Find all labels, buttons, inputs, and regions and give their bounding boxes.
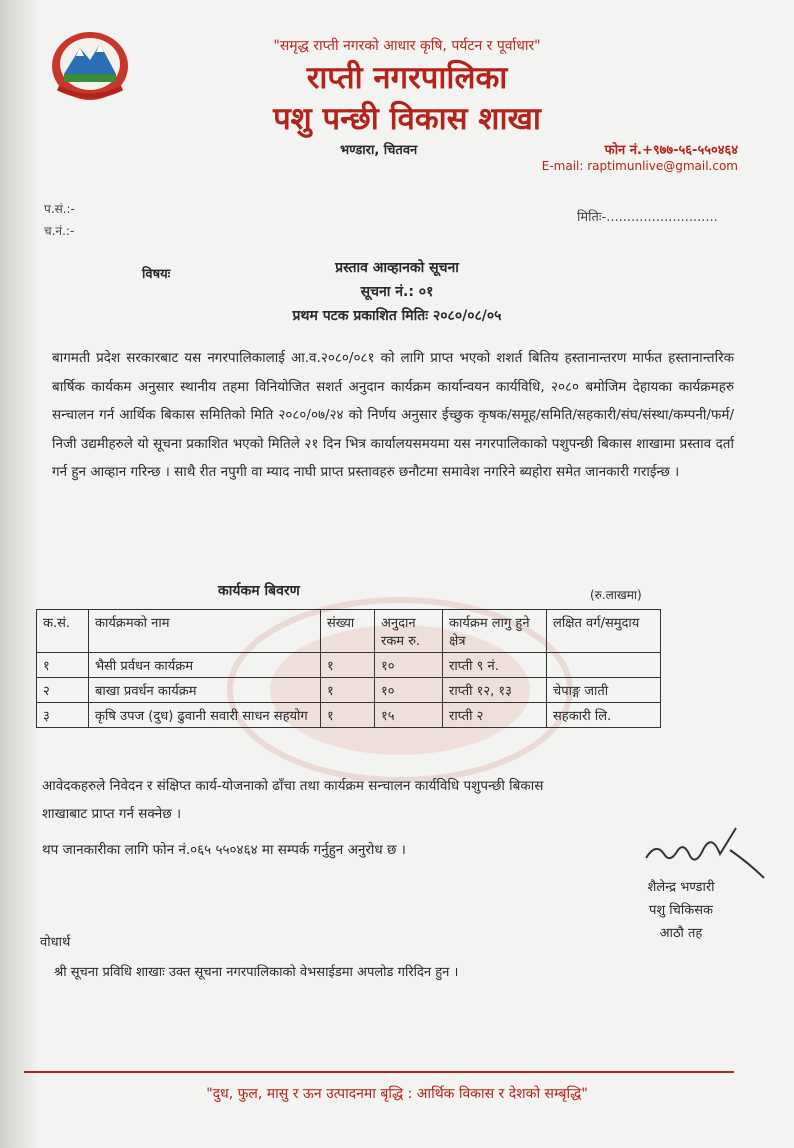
published-date: प्रथम पटक प्रकाशित मितिः २०८०/०८/०५ (292, 308, 502, 324)
cell-grant: १० (375, 678, 443, 703)
notice-number: सूचना नं.: ०१ (360, 284, 434, 300)
cell-target: सहकारी लि. (547, 703, 661, 728)
cell-count: १ (321, 678, 375, 703)
signatory-block (616, 876, 746, 945)
cell-sn: २ (37, 678, 89, 703)
col-header-sn: क.सं. (37, 610, 89, 653)
cell-sn: १ (37, 653, 89, 678)
cc-label: वोधार्थ (40, 935, 71, 950)
table-header-row (37, 610, 661, 653)
cell-program: भैसी प्रर्वधन कार्यक्रम (89, 653, 321, 678)
cell-count: १ (321, 703, 375, 728)
col-header-target: लक्षित वर्ग/समुदाय (547, 610, 661, 653)
letter-date: मितिः-........................... (577, 210, 718, 225)
subject-label: विषयः (142, 267, 171, 282)
cell-program: बाखा प्रवर्धन कार्यक्रम (89, 678, 321, 703)
signatory-designation: पशु चिकिसक (648, 903, 714, 918)
col-header-area: कार्यक्रम लागु हुने क्षेत्र (443, 610, 547, 653)
table-row (37, 678, 661, 703)
cell-area: राप्ती १२, १३ (443, 678, 547, 703)
municipality-title: राप्ती नगरपालिका (306, 60, 508, 96)
header-tagline: "समृद्ध राप्ती नगरको आधार कृषि, पर्यटन र पूर्वाधार" (273, 38, 541, 54)
cell-area: राप्ती २ (443, 703, 547, 728)
cell-sn: ३ (37, 703, 89, 728)
cell-target: चेपाङ्ग जाती (547, 678, 661, 703)
program-table (36, 609, 661, 728)
cell-target (547, 653, 661, 678)
col-header-count: संख्या (321, 610, 375, 653)
header-email: E-mail: raptimunlive@gmail.com (541, 159, 738, 173)
subject-title: प्रस्ताव आव्हानको सूचना (335, 260, 459, 276)
table-row (37, 653, 661, 678)
notice-body: बागमती प्रदेश सरकारबाट यस नगरपालिकालाई आ.व.२०८०/०८१ को लागि प्राप्त भएको शशर्त बितिय हस्तानान्तरण मार्फत हस्तानान्तरिक बार्षिक कार्यकम अनुसार स्थानीय तहमा विनियोजित सशर्त अनुदान कार्यक्रम कार्यान्वयन कार्यविधि, २०८० बमोजिम देहायका कार्यक्रमहरु सन्चालन गर्न आर्थिक बिकास समितिको मिति २०८०/०७/२४ को निर्णय अनुसार ईच्छुक कृषक/समूह/समिति/सहकारी/संघ/संस्था/कम्पनी/फर्म/निजी उद्यमीहरुले यो सूचना प्रकाशित भएको मितिले २१ दिन भित्र कार्यालयसमयमा यस नगरपालिकाको पशुपन्छी बिकास शाखामा प्रस्ताव दर्ता गर्न हुन आव्हान गरिन्छ । साथै रीत नपुगी वा म्याद नाघी प्राप्त प्रस्तावहरु छनौटमा समावेश नगरिने ब्यहोरा समेत जानकारी गराईन्छ । (52, 350, 734, 481)
cell-area: राप्ती ९ नं. (443, 653, 547, 678)
header-address: भण्डारा, चितवन (340, 143, 418, 158)
cell-grant: १० (375, 653, 443, 678)
application-info-line1: आवेदकहरुले निवेदन र संक्षिप्त कार्य-योजनाको ढाँचा तथा कार्यक्रम सन्चालन कार्यविधि पशुपन्छी बिकास (42, 778, 544, 794)
header-phone: फोन नं.+९७७-५६-५५०४६४ (604, 143, 738, 158)
footer-divider (24, 1071, 734, 1073)
cell-count: १ (321, 653, 375, 678)
cell-program: कृषि उपज (दुध) ढुवानी सवारी साधन सहयोग (89, 703, 321, 728)
cc-note: श्री सूचना प्रविधि शाखाः उक्त सूचना नगरपालिकाको वेभसाईडमा अपलोड गरिदिन हुन । (54, 965, 459, 980)
contact-info: थप जानकारीका लागि फोन नं.०६५ ५५०४६४ मा सम्पर्क गर्नुहुन अनुरोध छ । (42, 842, 406, 858)
letter-number: प.सं.:- (44, 202, 75, 216)
application-info-line2: शाखाबाट प्राप्त गर्न सक्नेछ । (42, 806, 182, 822)
footer-slogan: "दुध, फुल, मासु र ऊन उत्पादनमा बृद्धि : आर्थिक विकास र देशको सम्बृद्धि" (206, 1086, 588, 1102)
dispatch-number: च.नं.:- (44, 224, 75, 238)
cell-grant: १५ (375, 703, 443, 728)
program-table-title: कार्यकम बिवरण (218, 583, 300, 599)
col-header-grant: अनुदान रकम रु. (375, 610, 443, 653)
page-shadow (0, 0, 40, 1148)
unit-note: (रु.लाखमा) (590, 588, 642, 602)
section-title-header: पशु पन्छी विकास शाखा (273, 101, 541, 137)
col-header-program: कार्यक्रमको नाम (89, 610, 321, 653)
table-row (37, 703, 661, 728)
signatory-level: आठौ तह (659, 926, 703, 941)
signatory-name: शैलेन्द्र भण्डारी (647, 880, 715, 895)
